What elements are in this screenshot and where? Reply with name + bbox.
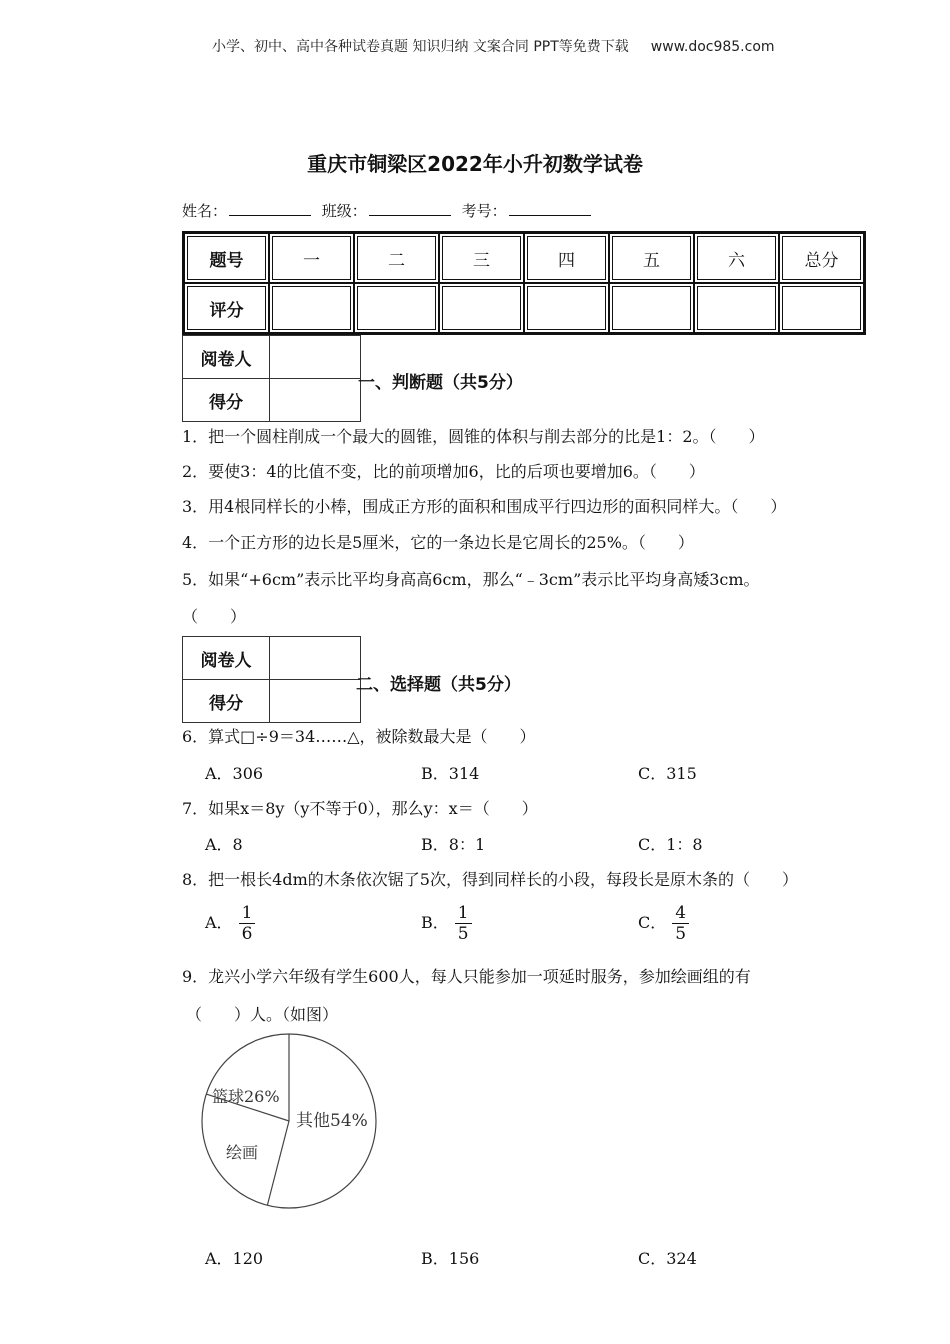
section-title-judge: 一、判断题（共5分） <box>358 373 523 393</box>
numerator: 1 <box>239 903 256 924</box>
denominator: 5 <box>675 924 687 944</box>
q7-option-b[interactable]: B．8：1 <box>421 835 486 854</box>
grader-box-2 <box>182 636 361 723</box>
number-blank <box>509 203 591 216</box>
class-blank <box>369 203 451 216</box>
score-cell[interactable] <box>439 283 524 333</box>
fraction <box>455 903 472 944</box>
score-cell[interactable] <box>354 283 439 333</box>
grader-box-1 <box>182 335 361 422</box>
score-header-cell: 六 <box>694 233 779 283</box>
numerator: 4 <box>672 903 689 924</box>
header-site[interactable]: www.doc985.com <box>650 39 775 55</box>
score-cell[interactable] <box>609 283 694 333</box>
score-header-cell: 三 <box>439 233 524 283</box>
q7-option-c[interactable]: C．1：8 <box>638 835 703 854</box>
score-header-cell: 五 <box>609 233 694 283</box>
name-blank <box>229 203 311 216</box>
q9-option-b[interactable]: B．156 <box>421 1249 480 1268</box>
q6-option-c[interactable]: C．315 <box>638 764 697 783</box>
number-label: 考号： <box>461 202 507 220</box>
question-5-bracket: （ ） <box>182 607 247 626</box>
fraction <box>239 903 256 944</box>
q8-a-label: A． <box>205 913 233 932</box>
pie-label-basketball: 篮球26% <box>212 1087 280 1106</box>
score-cell[interactable] <box>694 283 779 333</box>
denominator: 5 <box>457 924 469 944</box>
student-info <box>182 200 593 221</box>
q8-option-c[interactable] <box>638 903 689 944</box>
q8-option-a[interactable] <box>205 903 255 944</box>
question-7: 7．如果x＝8y（y不等于0），那么y：x＝（ ） <box>182 799 538 818</box>
reviewer-cell[interactable] <box>270 336 361 379</box>
reviewer-label: 阅卷人 <box>183 637 270 680</box>
q8-b-label: B． <box>421 913 449 932</box>
question-3: 3．用4根同样长的小棒，围成正方形的面积和围成平行四边形的面积同样大。（ ） <box>182 497 787 516</box>
header-tagline: 小学、初中、高中各种试卷真题 知识归纳 文案合同 PPT等免费下载 <box>212 39 629 55</box>
question-9-line2: （ ）人。（如图） <box>186 1005 339 1024</box>
page-title: 重庆市铜梁区2022年小升初数学试卷 <box>307 152 643 176</box>
q9-option-c[interactable]: C．324 <box>638 1249 697 1268</box>
score-header-cell: 总分 <box>779 233 864 283</box>
score-header-cell: 二 <box>354 233 439 283</box>
score-label: 得分 <box>183 680 270 723</box>
question-4: 4．一个正方形的边长是5厘米，它的一条边长是它周长的25%。（ ） <box>182 533 694 552</box>
pie-label-other: 其他54% <box>296 1111 368 1131</box>
q8-option-b[interactable] <box>421 903 472 944</box>
score-row-label: 评分 <box>184 283 269 333</box>
question-9: 9．龙兴小学六年级有学生600人，每人只能参加一项延时服务，参加绘画组的有 <box>182 967 751 986</box>
score-cell[interactable] <box>524 283 609 333</box>
question-8: 8．把一根长4dm的木条依次锯了5次，得到同样长的小段，每段长是原木条的（ ） <box>182 870 798 889</box>
fraction <box>672 903 689 944</box>
score-value-cell[interactable] <box>270 379 361 422</box>
numerator: 1 <box>455 903 472 924</box>
name-label: 姓名： <box>182 202 228 220</box>
reviewer-cell[interactable] <box>270 637 361 680</box>
page-header <box>212 36 775 56</box>
q8-c-label: C． <box>638 913 667 932</box>
question-6: 6．算式□÷9＝34……△，被除数最大是（ ） <box>182 727 536 746</box>
pie-label-painting: 绘画 <box>226 1143 259 1162</box>
question-5: 5．如果“+6cm”表示比平均身高高6cm，那么“﹣3cm”表示比平均身高矮3cm。 <box>182 570 760 589</box>
score-header-cell: 四 <box>524 233 609 283</box>
score-cell[interactable] <box>779 283 864 333</box>
score-value-row <box>184 283 864 333</box>
score-value-cell[interactable] <box>270 680 361 723</box>
question-2: 2．要使3：4的比值不变，比的前项增加6，比的后项也要增加6。（ ） <box>182 462 705 481</box>
score-header-row <box>184 233 864 283</box>
question-1: 1．把一个圆柱削成一个最大的圆锥，圆锥的体积与削去部分的比是1：2。（ ） <box>182 427 765 446</box>
score-label: 得分 <box>183 379 270 422</box>
score-header-cell: 一 <box>269 233 354 283</box>
q9-option-a[interactable]: A．120 <box>205 1249 264 1268</box>
reviewer-label: 阅卷人 <box>183 336 270 379</box>
score-table <box>182 231 866 335</box>
pie-chart <box>198 1030 380 1212</box>
q7-option-a[interactable]: A．8 <box>205 835 243 854</box>
score-header-cell: 题号 <box>184 233 269 283</box>
q6-option-b[interactable]: B．314 <box>421 764 480 783</box>
class-label: 班级： <box>321 202 367 220</box>
denominator: 6 <box>241 924 253 944</box>
q6-option-a[interactable]: A．306 <box>205 764 264 783</box>
section-title-choice: 二、选择题（共5分） <box>356 675 521 695</box>
score-cell[interactable] <box>269 283 354 333</box>
